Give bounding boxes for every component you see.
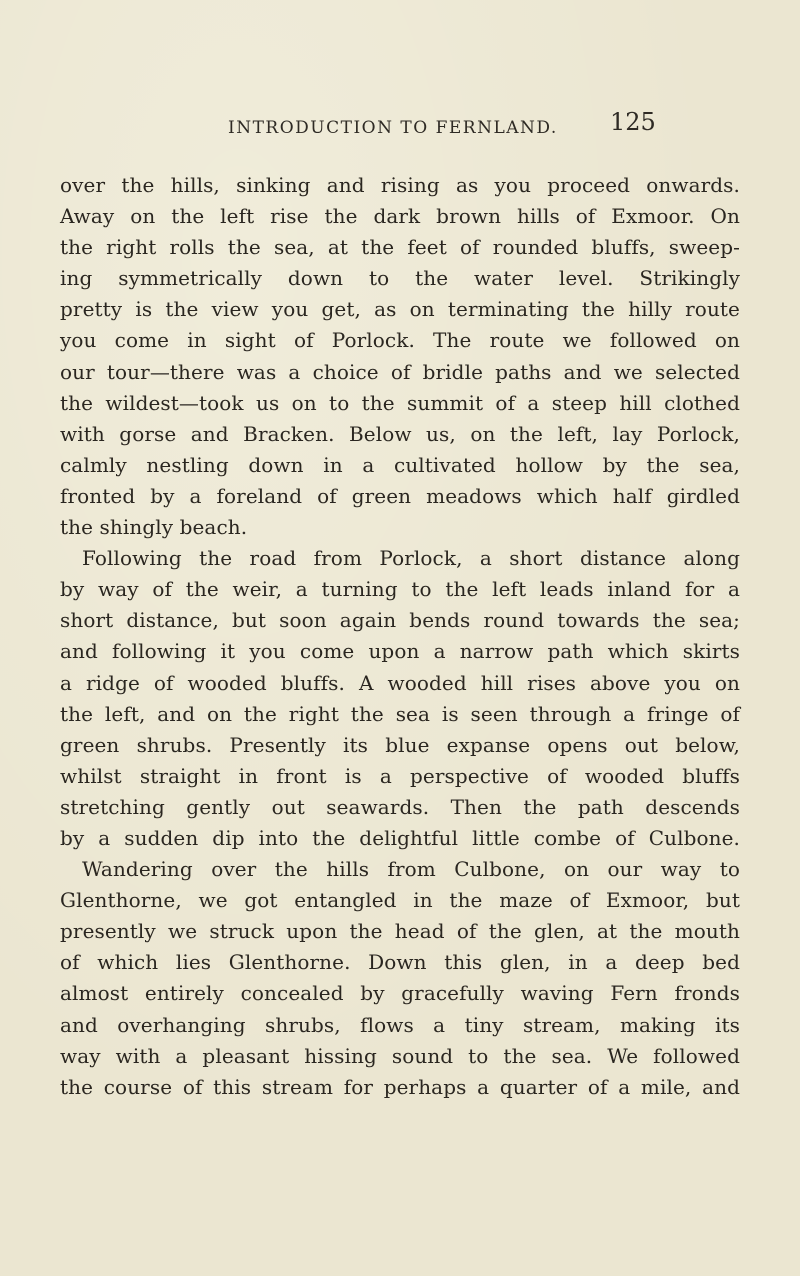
text-line: you come in sight of Porlock. The route we followed on bbox=[60, 328, 740, 353]
text-line: the right rolls the sea, at the feet of rounded bluffs, sweep- bbox=[60, 235, 740, 260]
text-line: stretching gently out seawards. Then the path descends bbox=[60, 794, 740, 819]
text-line: over the hills, sinking and rising as you proceed onwards. bbox=[60, 173, 740, 197]
text-line: the wildest—took us on to the summit of a steep hill clothed bbox=[60, 390, 740, 415]
page-number: 125 bbox=[610, 108, 656, 136]
running-head: INTRODUCTION TO FERNLAND. bbox=[228, 118, 558, 138]
text-line: Glenthorne, we got entangled in the maze of Exmoor, but bbox=[60, 888, 740, 913]
paragraph-end-line: the shingly beach. bbox=[60, 515, 248, 540]
text-line: calmly nestling down in a cultivated hollow by the sea, bbox=[60, 452, 740, 477]
text-line: whilst straight in front is a perspective of wooded bluffs bbox=[60, 763, 740, 788]
text-line: by way of the weir, a turning to the left leads inland for a bbox=[60, 577, 740, 602]
paragraph-start-line: Following the road from Porlock, a short distance along bbox=[82, 546, 740, 571]
text-line: and following it you come upon a narrow path which skirts bbox=[60, 639, 740, 664]
text-line: presently we struck upon the head of the glen, at the mouth bbox=[60, 919, 740, 944]
text-line: a ridge of wooded bluffs. A wooded hill rises above you on bbox=[60, 670, 740, 695]
text-line: ing symmetrically down to the water level. Strikingly bbox=[60, 266, 740, 291]
text-line: fronted by a foreland of green meadows which half girdled bbox=[60, 483, 740, 508]
text-line: with gorse and Bracken. Below us, on the left, lay Porlock, bbox=[60, 421, 740, 446]
text-line: the left, and on the right the sea is seen through a fringe of bbox=[60, 701, 740, 726]
text-line: way with a pleasant hissing sound to the sea. We followed bbox=[60, 1043, 740, 1068]
text-line: of which lies Glenthorne. Down this glen, in a deep bed bbox=[60, 950, 740, 975]
text-line: pretty is the view you get, as on terminating the hilly route bbox=[60, 297, 740, 322]
text-line: our tour—there was a choice of bridle paths and we selected bbox=[60, 359, 740, 384]
text-line: Away on the left rise the dark brown hills of Exmoor. On bbox=[60, 204, 740, 229]
text-line: almost entirely concealed by gracefully waving Fern fronds bbox=[60, 981, 740, 1006]
text-line: short distance, but soon again bends round towards the sea; bbox=[60, 608, 740, 633]
paragraph-start-line: Wandering over the hills from Culbone, on our way to bbox=[82, 857, 740, 882]
text-line: and overhanging shrubs, flows a tiny stream, making its bbox=[60, 1012, 740, 1037]
body-text bbox=[60, 170, 740, 1103]
text-line: by a sudden dip into the delightful little combe of Culbone. bbox=[60, 825, 740, 850]
text-line: green shrubs. Presently its blue expanse opens out below, bbox=[60, 732, 740, 757]
text-line: the course of this stream for perhaps a quarter of a mile, and bbox=[60, 1074, 740, 1099]
